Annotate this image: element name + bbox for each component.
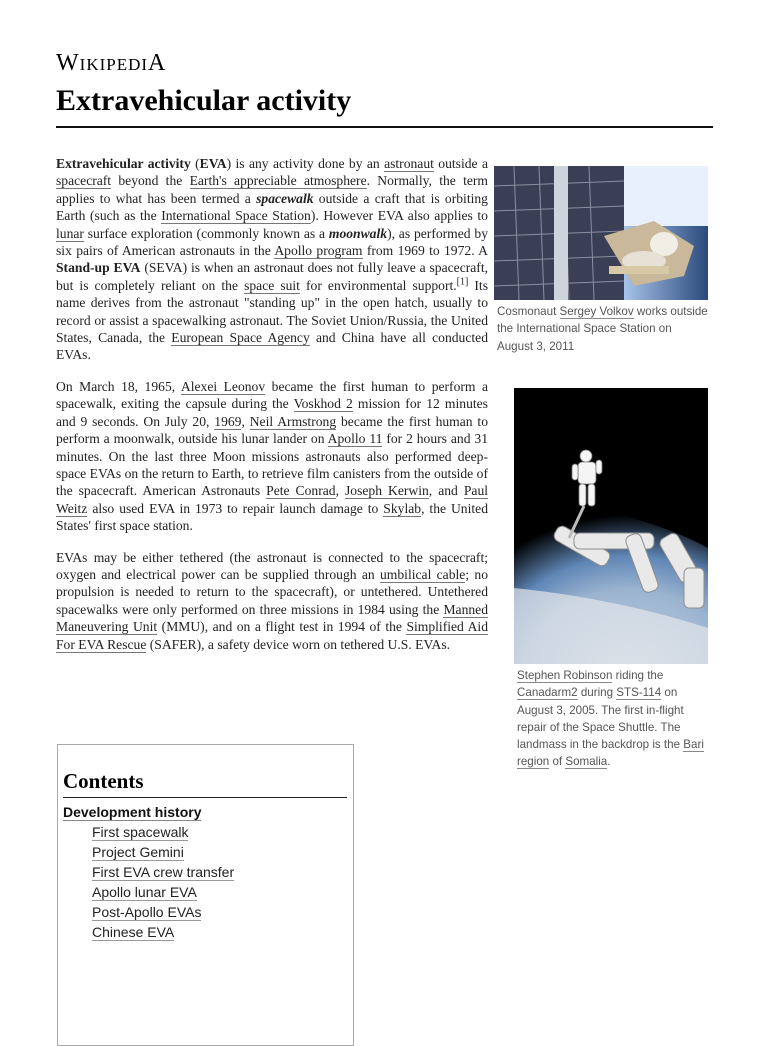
link-mmu[interactable]: Manned Maneuvering Unit xyxy=(56,601,488,635)
link-kerwin[interactable]: Joseph Kerwin xyxy=(345,483,429,499)
link-leonov[interactable]: Alexei Leonov xyxy=(180,378,266,394)
link-canadarm2[interactable]: Canadarm2 xyxy=(517,686,578,700)
table-of-contents xyxy=(57,744,354,1046)
toc-item-crew-transfer[interactable]: First EVA crew transfer xyxy=(92,864,235,880)
title-divider xyxy=(56,126,713,128)
toc-divider xyxy=(63,797,347,798)
link-volkov[interactable]: Sergey Volkov xyxy=(559,305,634,318)
toc-item-post-apollo[interactable]: Post-Apollo EVAs xyxy=(92,904,202,920)
link-sts114[interactable]: STS-114 xyxy=(616,686,662,700)
toc-section-development-history[interactable]: Development history xyxy=(63,804,202,820)
link-space-suit[interactable]: space suit xyxy=(244,277,300,293)
link-apollo-11[interactable]: Apollo 11 xyxy=(327,431,383,447)
intro-paragraph: Extravehicular activity (EVA) is any activity done by an astronaut outside a spacecraft beyond the Earth's appreciable atmosphere. Normally, the term applies to what has been termed a spacewalk outside a craft that is orbiting Earth (such as the International Space Station). However EVA also applies to lunar surface exploration (commonly known as a moonwalk), as performed by six pairs of American astronauts in the Apollo program from 1969 to 1972. A Stand-up EVA (SEVA) is when an astronaut does not fully leave a spacecraft, but is completely reliant on the space suit for environmental support.[1] Its name derives from the astronaut "standing up" in the open hatch, usually to record or assist a spacewalking astronaut. The Soviet Union/Russia, the United States, Canada, the European Space Agency and China have all conducted EVAs. xyxy=(56,156,489,363)
toc-item-apollo-lunar-eva[interactable]: Apollo lunar EVA xyxy=(92,884,197,900)
citation-1[interactable]: [1] xyxy=(456,276,469,288)
link-bari[interactable]: Bari region xyxy=(517,738,704,769)
link-voskhod[interactable]: Voskhod 2 xyxy=(293,396,353,412)
link-weitz[interactable]: Paul Weitz xyxy=(56,483,489,516)
link-armstrong[interactable]: Neil Armstrong xyxy=(249,413,337,429)
link-atmosphere[interactable]: Earth's appreciable atmosphere xyxy=(189,173,367,189)
link-conrad[interactable]: Pete Conrad xyxy=(266,483,336,499)
toc-item-chinese-eva[interactable]: Chinese EVA xyxy=(92,924,175,940)
robinson-caption: Stephen Robinson riding the Canadarm2 during STS-114 on August 3, 2005. The first in-flight repair of the Space Shuttle. The landmass in the backdrop is the Bari region of Somalia. xyxy=(517,669,704,769)
link-astronaut[interactable]: astronaut xyxy=(384,156,434,171)
history-paragraph: On March 18, 1965, Alexei Leonov became the first human to perform a spacewalk, exiting the capsule during the Voskhod 2 mission for 12 minutes and 9 seconds. On July 20, 1969, Neil Armstrong became the first human to perform a moonwalk, outside his lunar lander on Apollo 11 for 2 hours and 31 minutes. On the last three Moon missions astronauts also performed deep-space EVAs on the return to Earth, to retrieve film canisters from the outside of the spacecraft. American Astronauts Pete Conrad, Joseph Kerwin, and Paul Weitz also used EVA in 1973 to repair launch damage to Skylab, the United States' first space station. xyxy=(56,378,489,534)
toc-item-first-spacewalk[interactable]: First spacewalk xyxy=(92,824,189,840)
link-esa[interactable]: European Space Agency xyxy=(171,330,310,346)
volkov-caption: Cosmonaut Sergey Volkov works outside the International Space Station on August 3, 2011 xyxy=(497,305,708,353)
link-safer[interactable]: Simplified Aid For EVA Rescue xyxy=(56,619,488,652)
page-title: Extravehicular activity xyxy=(56,84,352,117)
article-body xyxy=(56,155,488,667)
link-1969[interactable]: 1969 xyxy=(214,413,242,429)
toc-subsection-list xyxy=(92,822,353,942)
link-lunar[interactable]: lunar xyxy=(56,225,84,241)
volkov-photo[interactable] xyxy=(494,166,708,300)
tether-paragraph: EVAs may be either tethered (the astronaut is connected to the spacecraft; oxygen and electrical power can be supplied through an umbilical cable; no propulsion is needed to return to the spacecraft), or untethered. Untethered spacewalks were only performed on three missions in 1984 using the Manned Maneuvering Unit (MMU), and on a flight test in 1994 of the Simplified Aid For EVA Rescue (SAFER), a safety device worn on tethered U.S. EVAs. xyxy=(56,549,488,652)
toc-title: Contents xyxy=(63,769,144,793)
link-apollo-program[interactable]: Apollo program xyxy=(274,243,363,259)
link-umbilical[interactable]: umbilical cable xyxy=(380,566,466,582)
robinson-photo[interactable] xyxy=(514,388,708,664)
figure-volkov xyxy=(494,166,708,355)
link-spacecraft[interactable]: spacecraft xyxy=(56,173,112,189)
toc-item-project-gemini[interactable]: Project Gemini xyxy=(92,844,184,860)
link-skylab[interactable]: Skylab xyxy=(383,500,422,516)
link-iss[interactable]: International Space Station xyxy=(161,208,311,224)
figure-robinson xyxy=(514,388,708,771)
link-robinson[interactable]: Stephen Robinson xyxy=(517,669,613,682)
link-somalia[interactable]: Somalia xyxy=(565,755,608,769)
wikipedia-logo[interactable]: WIKIPEDIA xyxy=(56,50,167,76)
